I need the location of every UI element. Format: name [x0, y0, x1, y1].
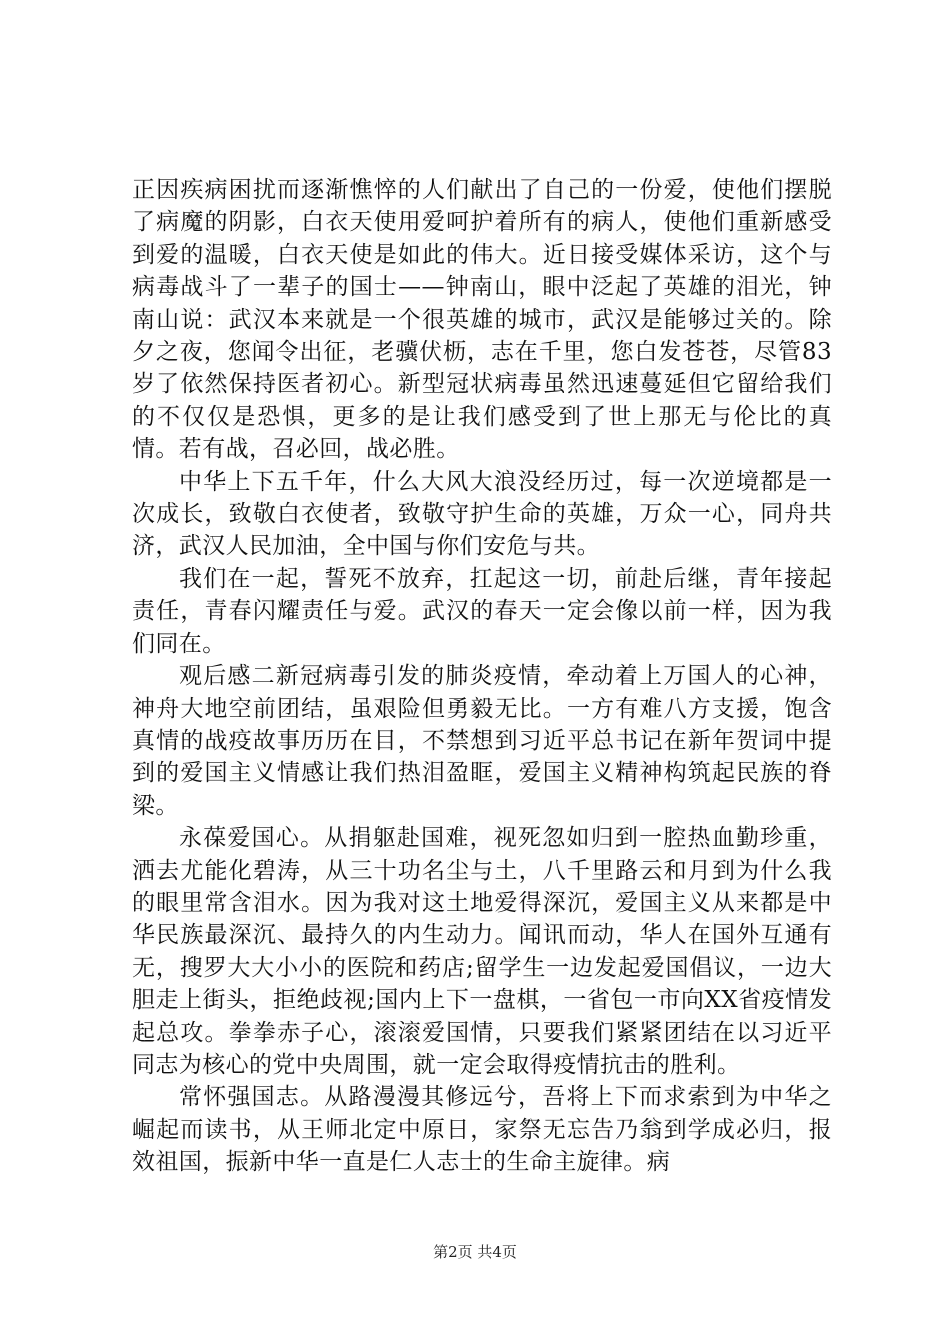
paragraph-4: 观后感二新冠病毒引发的肺炎疫情，牵动着上万国人的心神，神舟大地空前团结，虽艰险但勇毅无比。一方有难八方支援，饱含真情的战疫故事历历在目，不禁想到习近平总书记在新年贺词中提到的爱国主义情感让我们热泪盈眶，爱国主义精神构筑起民族的脊梁。	[132, 663, 832, 819]
page-number-footer: 第2页 共4页	[433, 1243, 517, 1261]
document-body	[132, 174, 832, 1179]
paragraph-1: 正因疾病困扰而逐渐憔悴的人们献出了自己的一份爱，使他们摆脱了病魔的阴影，白衣天使用爱呵护着所有的病人，使他们重新感受到爱的温暖，白衣天使是如此的伟大。近日接受媒体采访，这个与病毒战斗了一辈子的国士——钟南山，眼中泛起了英雄的泪光，钟南山说：武汉本来就是一个很英雄的城市，武汉是能够过关的。除夕之夜，您闻令出征，老骥伏枥，志在千里，您白发苍苍，尽管83岁了依然保持医者初心。新型冠状病毒虽然迅速蔓延但它留给我们的不仅仅是恐惧，更多的是让我们感受到了世上那无与伦比的真情。若有战，召必回，战必胜。	[132, 177, 832, 463]
paragraph-6: 常怀强国志。从路漫漫其修远兮，吾将上下而求索到为中华之崛起而读书，从王师北定中原日，家祭无忘告乃翁到学成必归，报效祖国，振新中华一直是仁人志士的生命主旋律。病	[132, 1084, 832, 1176]
paragraph-5: 永葆爱国心。从捐躯赴国难，视死忽如归到一腔热血勤珍重，洒去尤能化碧涛，从三十功名尘与土，八千里路云和月到为什么我的眼里常含泪水。因为我对这土地爱得深沉，爱国主义从来都是中华民族最深沉、最持久的内生动力。闻讯而动，华人在国外互通有无，搜罗大大小小的医院和药店;留学生一边发起爱国倡议，一边大胆走上街头，拒绝歧视;国内上下一盘棋，一省包一市向XX省疫情发起总攻。拳拳赤子心，滚滚爱国情，只要我们紧紧团结在以习近平同志为核心的党中央周围，就一定会取得疫情抗击的胜利。	[132, 825, 832, 1078]
paragraph-3: 我们在一起，誓死不放弃，扛起这一切，前赴后继，青年接起责任，青春闪耀责任与爱。武汉的春天一定会像以前一样，因为我们同在。	[132, 565, 832, 657]
paragraph-2: 中华上下五千年，什么大风大浪没经历过，每一次逆境都是一次成长，致敬白衣使者，致敬守护生命的英雄，万众一心，同舟共济，武汉人民加油，全中国与你们安危与共。	[132, 468, 832, 560]
